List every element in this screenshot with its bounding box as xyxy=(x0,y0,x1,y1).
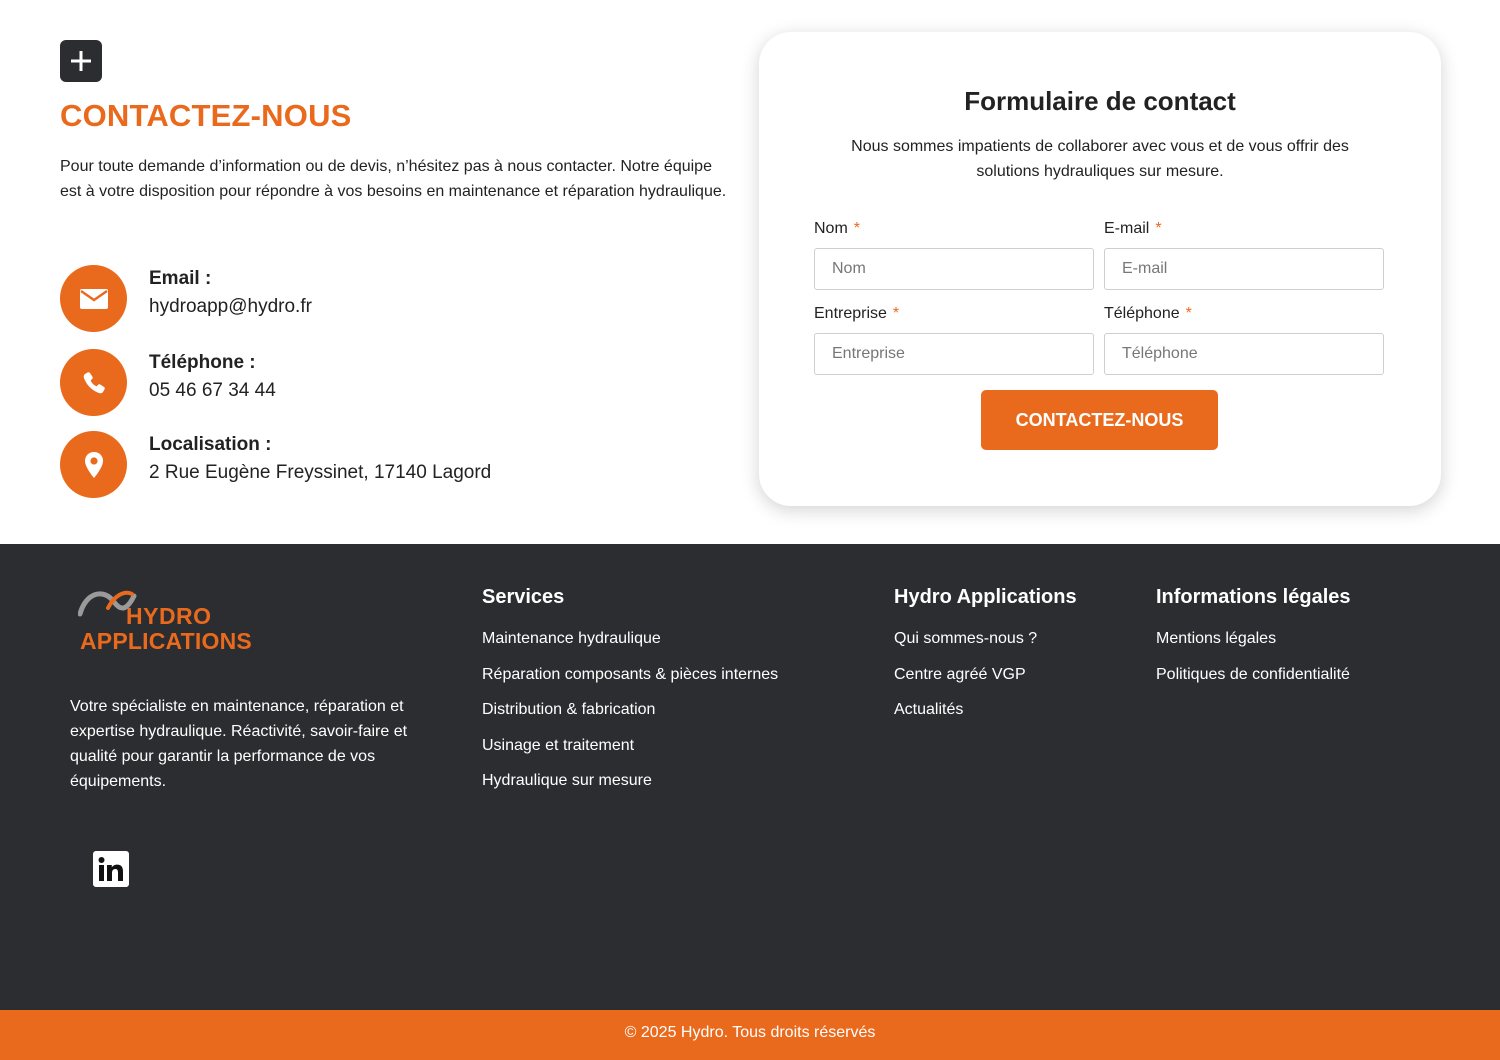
contact-form xyxy=(759,32,1441,506)
footer-link[interactable]: Qui sommes-nous ? xyxy=(894,630,1038,647)
footer-link[interactable]: Actualités xyxy=(894,701,964,718)
required-mark: * xyxy=(853,220,861,237)
footer-link[interactable]: Centre agréé VGP xyxy=(894,665,1026,683)
footer-link[interactable]: Politiques de confidentialité xyxy=(1156,665,1350,683)
footer-link[interactable]: Maintenance hydraulique xyxy=(482,630,661,647)
phone-field-group xyxy=(1104,303,1384,375)
footer-column-services xyxy=(482,585,778,807)
required-mark: * xyxy=(1155,220,1162,237)
footer-column-title: Informations légales xyxy=(1156,586,1351,608)
map-pin-icon xyxy=(60,431,127,498)
name-label: Nom * xyxy=(814,220,861,237)
copyright-bar: © 2025 Hydro. Tous droits réservés xyxy=(0,1010,1500,1060)
email-value[interactable]: hydroapp@hydro.fr xyxy=(149,296,312,317)
linkedin-icon[interactable] xyxy=(93,851,129,887)
footer-column-hydro-applications xyxy=(894,585,1077,736)
phone-icon xyxy=(60,349,127,416)
form-title: Formulaire de contact xyxy=(964,86,1236,116)
footer xyxy=(0,544,1500,1010)
name-input[interactable] xyxy=(814,248,1094,290)
company-input[interactable] xyxy=(814,333,1094,375)
hydro-applications-logo[interactable] xyxy=(78,586,252,656)
email-field-label: E-mail * xyxy=(1104,220,1162,237)
footer-link[interactable]: Distribution & fabrication xyxy=(482,701,656,718)
contact-location xyxy=(60,431,700,499)
required-mark: * xyxy=(1185,305,1192,322)
footer-link[interactable]: Mentions légales xyxy=(1156,630,1277,647)
form-subtitle: Nous sommes impatients de collaborer avec vous et de vous offrir des solutions hydrauliques sur mesure. xyxy=(851,138,1349,180)
phone-input[interactable] xyxy=(1104,333,1384,375)
company-field-group xyxy=(814,303,1094,375)
footer-link[interactable]: Hydraulique sur mesure xyxy=(482,772,652,789)
email-label: Email : xyxy=(149,268,212,289)
contact-phone xyxy=(60,349,700,417)
phone-label: Téléphone : xyxy=(149,352,256,373)
contact-email xyxy=(60,265,700,333)
email-input[interactable] xyxy=(1104,248,1384,290)
footer-description: Votre spécialiste en maintenance, réparation et expertise hydraulique. Réactivité, savoir-faire et qualité pour garantir la performance de vos équipements. xyxy=(70,698,408,790)
footer-column-legal xyxy=(1156,585,1351,700)
contact-title: CONTACTEZ-NOUS xyxy=(60,98,352,133)
name-field-group xyxy=(814,218,1094,290)
footer-link[interactable]: Usinage et traitement xyxy=(482,736,635,754)
phone-value[interactable]: 05 46 67 34 44 xyxy=(149,380,276,401)
submit-button[interactable]: CONTACTEZ-NOUS xyxy=(981,390,1218,450)
envelope-icon xyxy=(60,265,127,332)
location-label: Localisation : xyxy=(149,434,272,455)
email-field-group xyxy=(1104,218,1384,290)
required-mark: * xyxy=(892,305,900,322)
footer-link[interactable]: Réparation composants & pièces internes xyxy=(482,665,779,683)
contact-description: Pour toute demande d’information ou de devis, n’hésitez pas à nous contacter. Notre équipe est à votre disposition pour répondre à vos besoins en maintenance et réparation hydraulique. xyxy=(60,158,727,200)
logo-line2: APPLICATIONS xyxy=(80,628,252,654)
location-value: 2 Rue Eugène Freyssinet, 17140 Lagord xyxy=(149,462,492,483)
footer-column-title: Services xyxy=(482,586,565,608)
phone-field-label: Téléphone * xyxy=(1104,305,1192,322)
logo-line1: HYDRO xyxy=(126,603,212,629)
plus-icon xyxy=(68,48,94,74)
expand-button[interactable] xyxy=(60,40,102,82)
company-label: Entreprise * xyxy=(814,305,900,322)
footer-column-title: Hydro Applications xyxy=(894,586,1077,608)
